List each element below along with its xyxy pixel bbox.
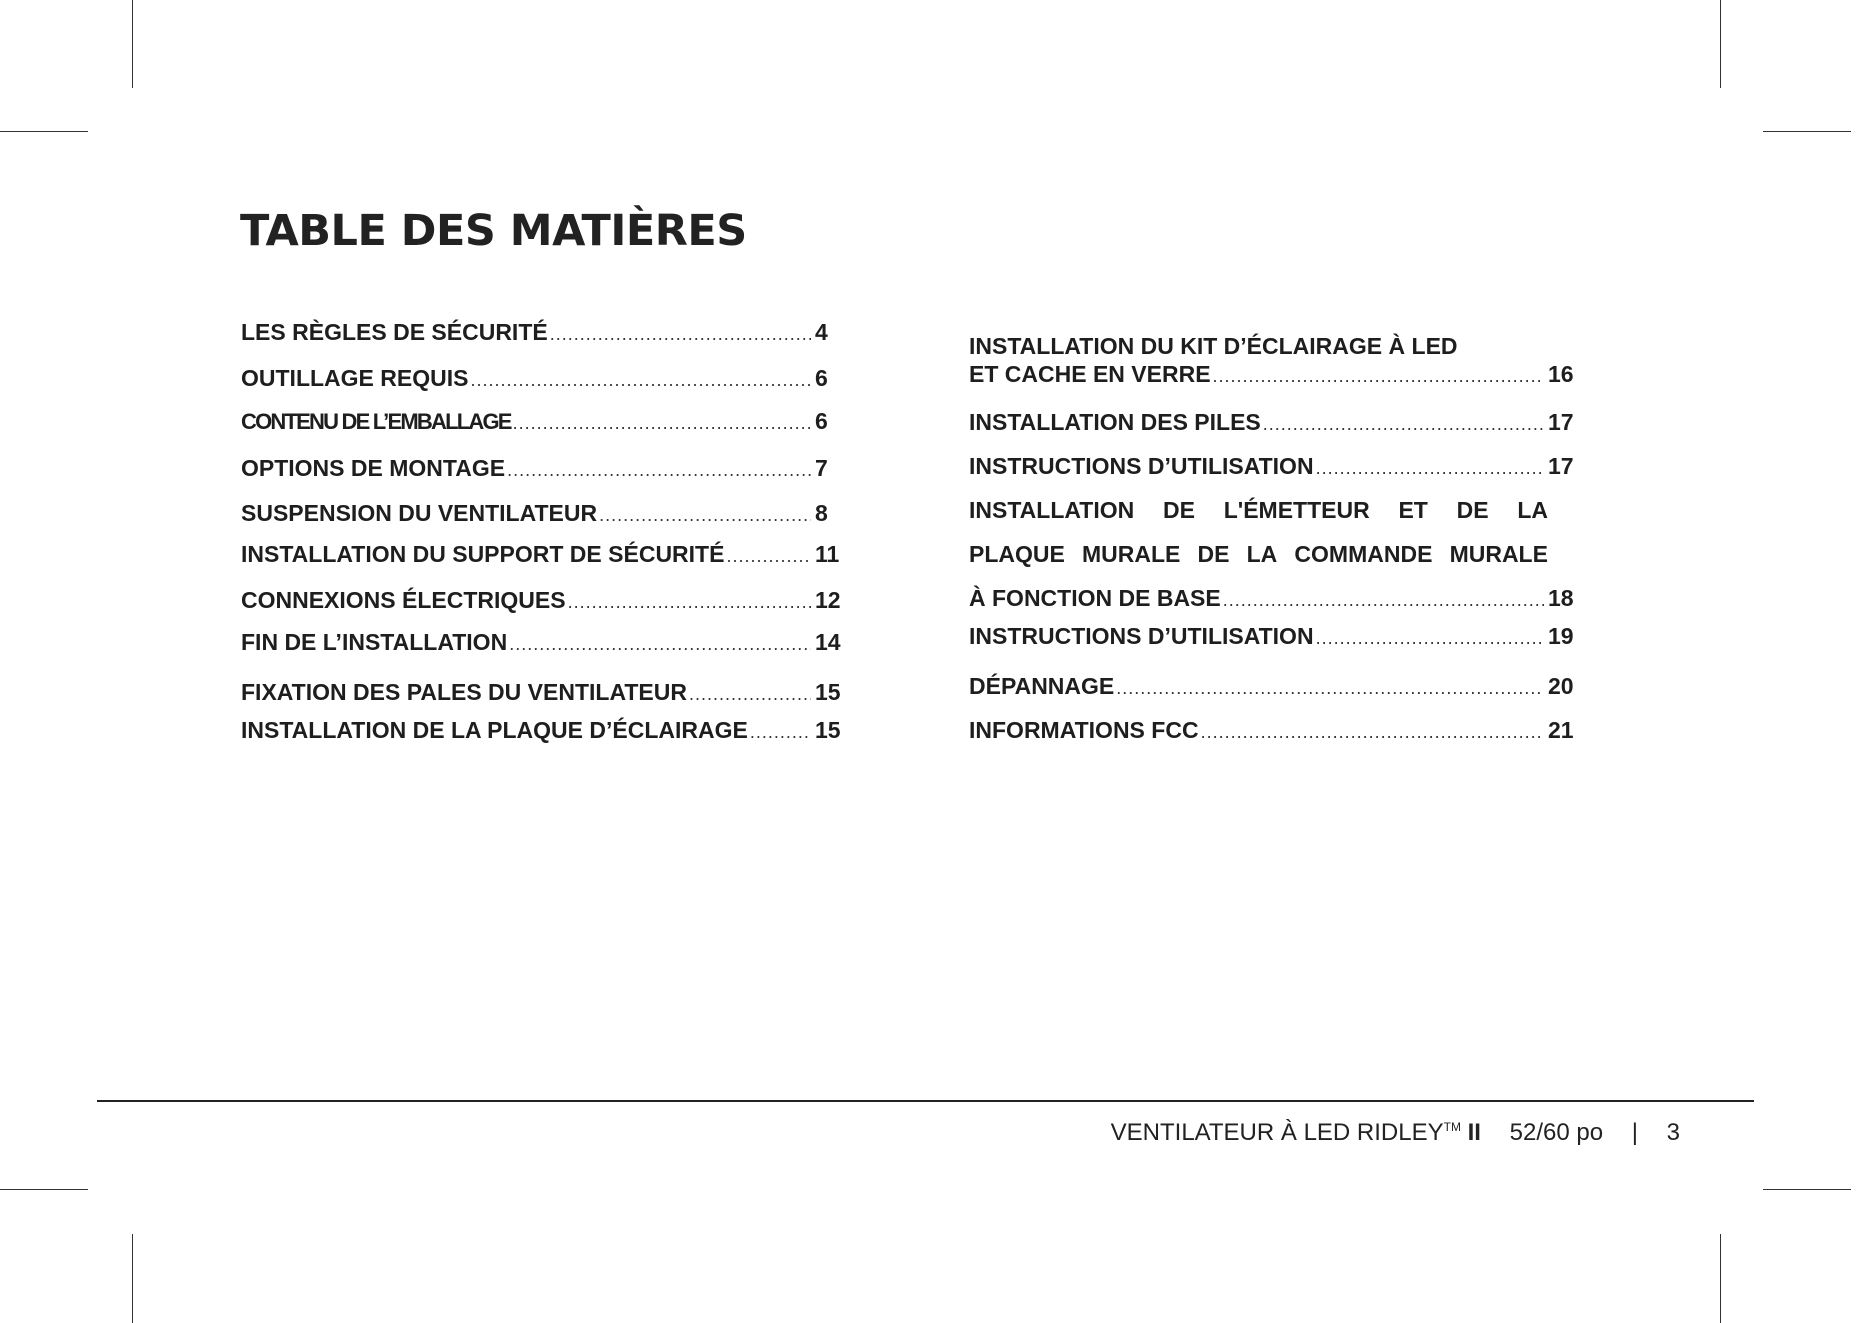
toc-entry-label-line2 (969, 540, 1548, 568)
word: MURALE (1449, 541, 1548, 567)
footer-separator: | (1631, 1119, 1638, 1146)
toc-entry-page: 12 (815, 587, 841, 613)
toc-entry[interactable] (969, 622, 1584, 652)
dot-leader (750, 718, 811, 746)
toc-entry-label: FIN DE L’INSTALLATION (241, 629, 508, 655)
toc-entry-label: INSTALLATION DE LA PLAQUE D’ÉCLAIRAGE (241, 717, 748, 743)
toc-entry[interactable] (969, 452, 1584, 482)
dot-leader (1316, 624, 1544, 652)
toc-entry-page: 21 (1548, 717, 1574, 743)
crop-mark (132, 0, 133, 88)
page-title: TABLE DES MATIÈRES (240, 206, 747, 256)
toc-entry-label: INSTALLATION DES PILES (969, 409, 1261, 435)
toc-entry-label: INSTRUCTIONS D’UTILISATION (969, 453, 1314, 479)
word: ET (1398, 497, 1428, 523)
toc-entry-page: 17 (1548, 453, 1574, 479)
toc-entry-label: CONTENU DE L’EMBALLAGE (241, 409, 511, 434)
footer-rule (97, 1100, 1754, 1102)
dot-leader (513, 409, 811, 437)
word: DE (1197, 541, 1230, 567)
toc-entry-label: CONNEXIONS ÉLECTRIQUES (241, 587, 566, 613)
toc-entry-label: LES RÈGLES DE SÉCURITÉ (241, 319, 548, 345)
toc-entry-page: 15 (815, 679, 841, 705)
page-footer (1111, 1119, 1680, 1147)
word: LA (1246, 541, 1278, 567)
toc-entry-page: 4 (815, 319, 828, 345)
toc-entry-label: INFORMATIONS FCC (969, 717, 1199, 743)
toc-entry-label-line1: INSTALLATION DU KIT D’ÉCLAIRAGE À LED (969, 333, 1458, 359)
dot-leader (689, 680, 811, 708)
toc-entry-page: 11 (815, 541, 840, 567)
toc-entry-label: OUTILLAGE REQUIS (241, 365, 469, 391)
toc-entry[interactable] (241, 678, 851, 708)
word: DE (1162, 497, 1195, 523)
toc-entry-label: À FONCTION DE BASE (969, 585, 1221, 611)
toc-entry-label: INSTRUCTIONS D’UTILISATION (969, 623, 1314, 649)
toc-entry-page: 17 (1548, 409, 1574, 435)
toc-entry[interactable] (969, 496, 1584, 614)
toc-entry[interactable] (241, 499, 851, 529)
word: LA (1517, 497, 1548, 523)
crop-mark (132, 1234, 133, 1323)
dot-leader (1213, 362, 1544, 390)
toc-entry[interactable] (241, 540, 851, 570)
toc-entry[interactable] (241, 364, 851, 394)
dot-leader (1116, 674, 1544, 702)
toc-entry-page: 7 (815, 455, 828, 481)
toc-entry-page: 8 (815, 500, 828, 526)
toc-entry[interactable] (969, 408, 1584, 438)
word: INSTALLATION (969, 497, 1135, 523)
dot-leader (599, 501, 811, 529)
toc-entry-label: INSTALLATION DU SUPPORT DE SÉCURITÉ (241, 541, 725, 567)
toc-entry-page: 6 (815, 408, 828, 434)
toc-entry[interactable] (969, 672, 1584, 702)
toc-entry-label: OPTIONS DE MONTAGE (241, 455, 506, 481)
toc-entry-page: 20 (1548, 673, 1574, 699)
dot-leader (470, 366, 811, 394)
toc-entry[interactable] (241, 454, 851, 484)
dot-leader (1201, 718, 1544, 746)
footer-product: VENTILATEUR À LED RIDLEY (1110, 1119, 1444, 1146)
word: PLAQUE (969, 541, 1065, 567)
crop-mark (0, 131, 88, 132)
dot-leader (507, 456, 811, 484)
toc-entry-page: 19 (1548, 623, 1574, 649)
dot-leader (568, 588, 811, 616)
crop-mark (1720, 0, 1721, 88)
crop-mark (0, 1189, 88, 1190)
word: L'ÉMETTEUR (1223, 497, 1370, 523)
toc-entry[interactable] (241, 628, 851, 658)
crop-mark (1763, 131, 1851, 132)
footer-size: 52/60 po (1509, 1119, 1604, 1146)
toc-entry[interactable] (241, 318, 851, 348)
toc-entry-page: 15 (815, 717, 841, 743)
toc-entry-page: 6 (815, 365, 828, 391)
toc-entry[interactable] (241, 716, 851, 746)
toc-entry[interactable] (241, 407, 851, 437)
footer-model: II (1467, 1119, 1481, 1146)
toc-entry-label: DÉPANNAGE (969, 673, 1115, 699)
crop-mark (1720, 1234, 1721, 1323)
dot-leader (1263, 410, 1544, 438)
word: MURALE (1081, 541, 1181, 567)
toc-entry-label-line1 (969, 496, 1548, 524)
toc-entry[interactable] (241, 586, 851, 616)
toc-entry-label: SUSPENSION DU VENTILATEUR (241, 500, 598, 526)
footer-page-number: 3 (1666, 1119, 1680, 1146)
dot-leader (1316, 454, 1544, 482)
word: DE (1456, 497, 1489, 523)
toc-entry-page: 14 (815, 629, 841, 655)
dot-leader (509, 630, 811, 658)
dot-leader (550, 320, 811, 348)
dot-leader (1223, 586, 1544, 614)
trademark-mark: TM (1443, 1120, 1461, 1134)
toc-entry-page: 16 (1548, 361, 1574, 387)
toc-entry-page: 18 (1548, 585, 1574, 611)
crop-mark (1763, 1189, 1851, 1190)
toc-entry-label: FIXATION DES PALES DU VENTILATEUR (241, 679, 687, 705)
dot-leader (726, 542, 811, 570)
toc-entry[interactable] (969, 332, 1584, 390)
toc-entry-label: ET CACHE EN VERRE (969, 361, 1211, 387)
toc-entry[interactable] (969, 716, 1584, 746)
word: COMMANDE (1294, 541, 1433, 567)
